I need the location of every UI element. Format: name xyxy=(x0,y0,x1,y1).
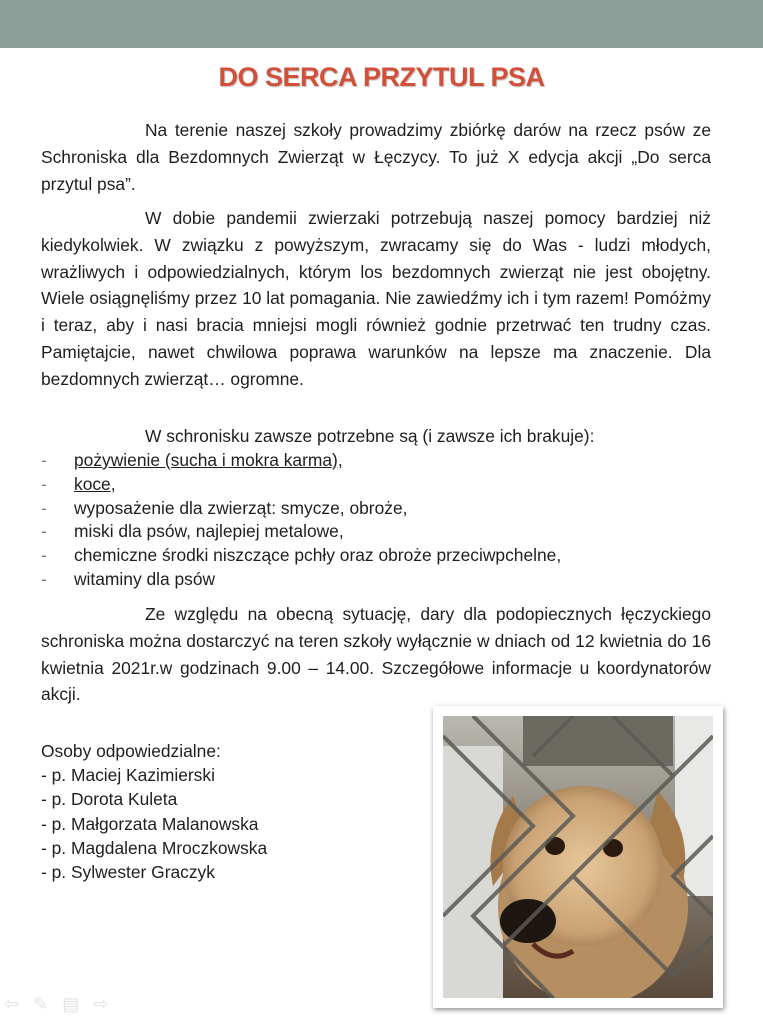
slide-nav xyxy=(4,994,108,1015)
dates-paragraph xyxy=(41,601,711,708)
dash: - xyxy=(41,521,47,542)
list-item xyxy=(41,544,561,568)
person-item: - p. Magdalena Mroczkowska xyxy=(41,837,268,858)
needs-list xyxy=(41,449,561,592)
person-item: - p. Małgorzata Malanowska xyxy=(41,813,259,834)
need-text: wyposażenie dla zwierząt: smycze, obroże, xyxy=(74,497,408,518)
need-text: pożywienie (sucha i mokra karma), xyxy=(74,450,343,470)
list-item xyxy=(41,520,561,544)
dash: - xyxy=(41,497,47,518)
arrow-right-icon[interactable]: ⇨ xyxy=(93,994,109,1014)
person-item: - p. Maciej Kazimierski xyxy=(41,765,215,786)
need-suffix: , xyxy=(110,473,116,494)
needs-heading: W schronisku zawsze potrzebne są (i zawsze ich brakuje): xyxy=(145,426,595,446)
person-item: - p. Dorota Kuleta xyxy=(41,789,178,810)
pen-icon[interactable]: ✎ xyxy=(33,994,49,1014)
need-text: chemiczne środki niszczące pchły oraz obroże przeciwpchelne, xyxy=(74,545,562,566)
dash: - xyxy=(41,473,47,494)
dash: - xyxy=(41,450,47,470)
need-text: koce xyxy=(74,473,111,494)
page-title: DO SERCA PRZYTUL PSA xyxy=(218,62,545,92)
person-item: - p. Sylwester Graczyk xyxy=(41,862,215,883)
dash: - xyxy=(41,568,47,589)
pandemic-text: W dobie pandemii zwierzaki potrzebują naszej pomocy bardziej niż kiedykolwiek. W związku z powyższym, zwracamy się do Was - ludzi młodych, wrażliwych i odpowiedzialnych, którym los bezdomnych zwierząt nie jest obojętny. Wiele osiągnęliśmy przez 10 lat pomagania. Nie zawiedźmy ich i tym razem! Pomóżmy i teraz, aby i nasi bracia mniejsi mogli również godnie przetrwać ten trudny czas. Pamiętajcie, nawet chwilowa poprawa warunków na lepsze ma znaczenie. Dla bezdomnych zwierząt… ogromne. xyxy=(41,208,711,389)
dog-photo xyxy=(433,706,723,1008)
persons-list xyxy=(41,739,267,884)
dog-behind-fence-image xyxy=(443,716,713,998)
list-item xyxy=(41,568,561,592)
pandemic-paragraph xyxy=(41,205,711,393)
menu-icon[interactable]: ▤ xyxy=(62,994,80,1014)
list-item xyxy=(41,449,561,473)
list-item xyxy=(41,497,561,521)
need-text: miski dla psów, najlepiej metalowe, xyxy=(74,521,344,542)
persons-heading: Osoby odpowiedzialne: xyxy=(41,741,221,761)
top-bar xyxy=(0,0,763,48)
dates-text: Ze względu na obecną sytuację, dary dla podopiecznych łęczyckiego schroniska można dostarczyć na teren szkoły wyłącznie w dniach od 12 kwietnia do 16 kwietnia 2021r.w godzinach 9.00 – 14.00. Szczegółowe informacje u koordynatorów akcji. xyxy=(41,604,711,705)
intro-paragraph xyxy=(41,117,711,197)
arrow-left-icon[interactable]: ⇦ xyxy=(4,994,20,1014)
need-text: witaminy dla psów xyxy=(74,568,216,589)
list-item xyxy=(41,473,561,497)
intro-text: Na terenie naszej szkoły prowadzimy zbiórkę darów na rzecz psów ze Schroniska dla Bezdomnych Zwierząt w Łęczycy. To już X edycja akcji „Do serca przytul psa”. xyxy=(41,120,711,194)
dash: - xyxy=(41,545,47,566)
